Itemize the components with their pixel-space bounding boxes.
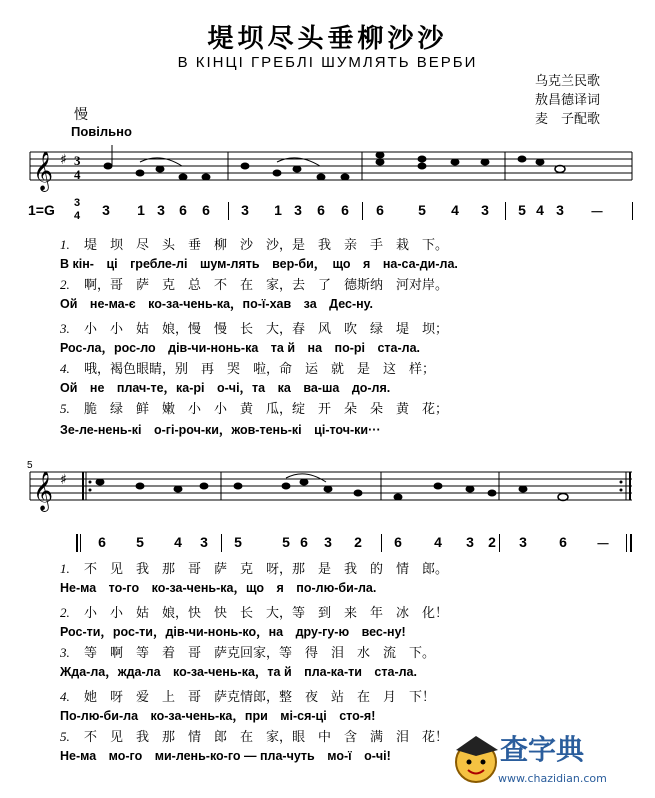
lyric2-1-cn: 1. 不 见 我 那 哥 萨 克 呀，那 是 我 的 情 郎。 [60, 561, 449, 577]
jianpu-line-2: 6 5 4 3 5 5 6 3 2 6 4 3 2 3 6 － [0, 534, 655, 554]
lyric-2-cn: 2. 啊，哥 萨 克 总 不 在 家，去 了 德斯纳 河对岸。 [60, 277, 449, 293]
svg-text:3: 3 [74, 153, 81, 168]
lyric2-2-ua: Рос-ти，рос-ти，дів-чи-нонь-ко，на дру-гу-ю вес-ну! [60, 625, 406, 639]
credit-origin: 乌克兰民歌 [535, 74, 601, 89]
watermark-text: 查字典 [500, 733, 585, 766]
lyric2-5-ua: Не-ма мо-го ми-лень-ко-го — пла-чуть мо-ї о-чі! [60, 749, 391, 763]
lyric-3-cn: 3. 小 小 姑 娘，慢 慢 长 大，春 风 吹 绿 堤 坝； [60, 321, 449, 337]
credit-translator: 敖昌德译词 [535, 93, 601, 108]
tempo-ukrainian: Повільно [71, 124, 132, 139]
lyric2-1-ua: Не-ма то-го ко-за-чень-ка，що я по-лю-би-ла. [60, 581, 377, 595]
lyric2-4-ua: По-лю-би-ла ко-за-чень-ка，при мі-ся-ці сто-я! [60, 709, 376, 723]
svg-text:♯: ♯ [60, 472, 67, 488]
song-title: 堤坝尽头垂柳沙沙 [207, 24, 448, 54]
svg-text:♯: ♯ [60, 152, 67, 168]
lyric-2-ua: Ой не-ма-є ко-за-чень-ка，по-ї-хав за Дес-ну. [60, 297, 373, 311]
lyric2-2-cn: 2. 小 小 姑 娘，快 快 长 大，等 到 来 年 冰 化！ [60, 605, 449, 621]
lyric-5-cn: 5. 脆 绿 鲜 嫩 小 小 黄 瓜，绽 开 朵 朵 黄 花； [60, 401, 449, 417]
lyric-3-ua: Рос-ла，рос-ло дів-чи-нонь-ка та й на по-рі ста-ла. [60, 341, 421, 355]
jianpu-line-1: 1=G 3 4 3 1 3 6 6 3 1 3 6 6 6 5 4 3 5 4 3 － [0, 202, 655, 222]
svg-text:4: 4 [74, 167, 81, 182]
tempo-chinese: 慢 [74, 107, 88, 123]
song-subtitle: В КІНЦІ ГРЕБЛІ ШУМЛЯТЬ ВЕРБИ [177, 54, 478, 71]
lyric-1-cn: 1. 堤 坝 尽 头 垂 柳 沙 沙，是 我 亲 手 栽 下。 [60, 237, 449, 253]
lyric2-4-cn: 4. 她 呀 爱 上 哥 萨克情郎，整 夜 站 在 月 下！ [60, 689, 436, 705]
lyric2-3-cn: 3. 等 啊 等 着 哥 萨克回家，等 得 泪 水 流 下。 [60, 645, 436, 661]
watermark-url[interactable]: www.chazidian.com [498, 772, 607, 785]
key-signature: 1=G [28, 202, 55, 218]
lyric2-5-cn: 5. 不 见 我 那 情 郎 在 家，眼 中 含 满 泪 花！ [60, 729, 449, 745]
lyric-1-ua: В кін- ці гребле-лі шум-лять вер-би， що я на-са-ди-ла. [60, 257, 458, 271]
lyric-4-cn: 4. 哦，褐色眼睛，别 再 哭 啦，命 运 就 是 这 样； [60, 361, 436, 377]
credit-arranger: 麦 子配歌 [535, 112, 601, 127]
svg-text:5: 5 [27, 460, 33, 471]
staff-system-2 [0, 460, 655, 520]
staff-system-1 [0, 140, 655, 200]
treble-clef-icon: 𝄞 [33, 471, 54, 511]
treble-clef-icon: 𝄞 [33, 151, 54, 191]
lyric2-3-ua: Жда-ла，жда-ла ко-за-чень-ка，та й пла-ка-ти ста-ла. [60, 665, 417, 679]
lyric-4-ua: Ой не плач-те，ка-рі о-чі，та ка ва-ша до-ля. [60, 381, 391, 395]
lyric-5-ua: Зе-ле-нень-кі о-гі-роч-ки，жов-тень-кі ці-точ-ки··· [60, 423, 381, 437]
